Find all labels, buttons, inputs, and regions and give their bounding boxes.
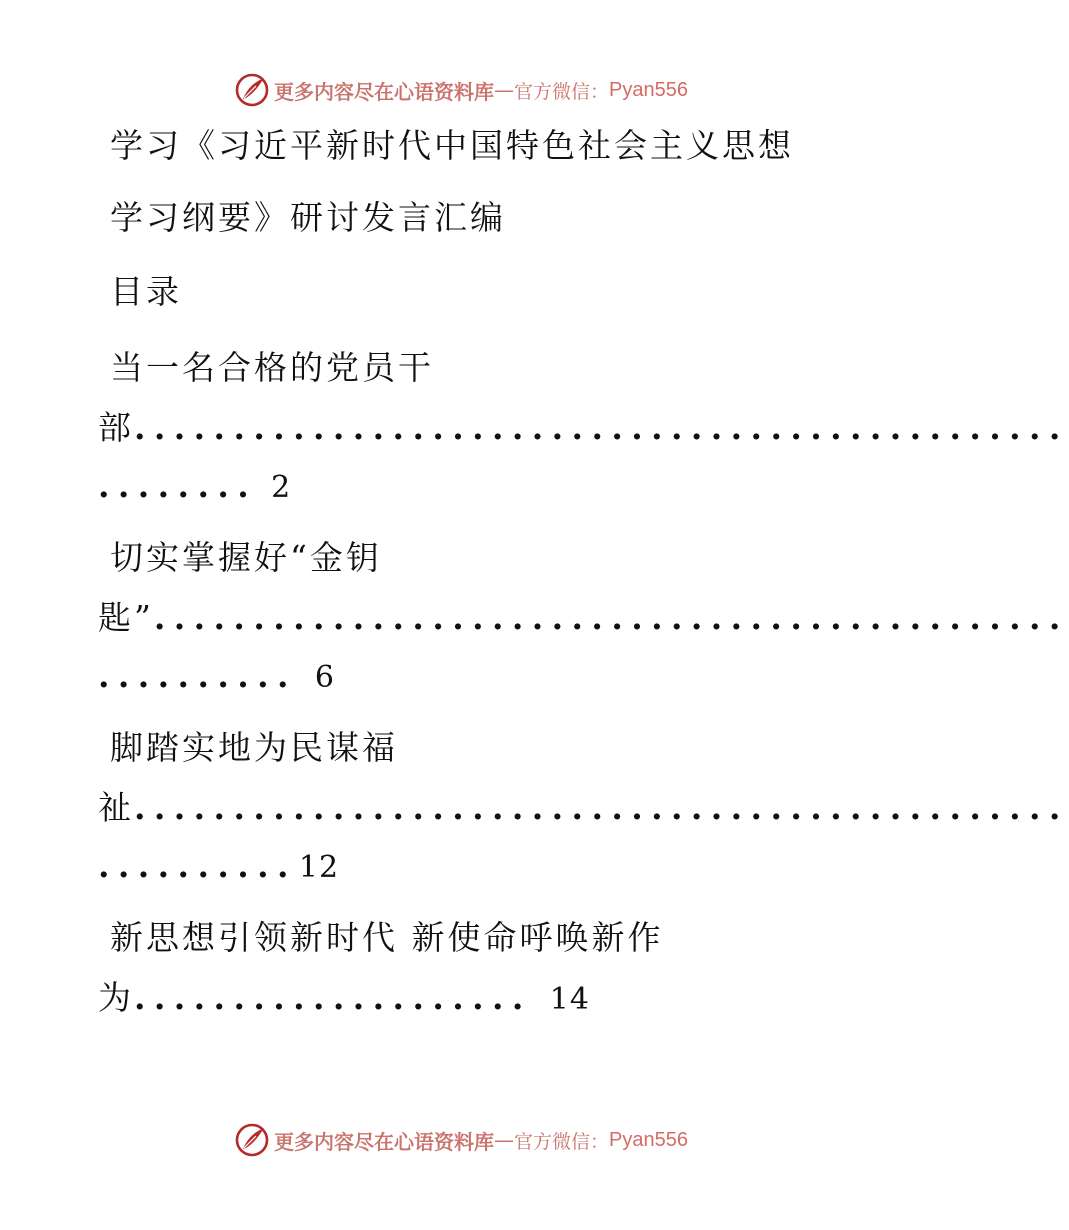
toc-entry-line bbox=[98, 656, 335, 698]
toc-leader-dots: ........ bbox=[98, 466, 258, 505]
banner-text: 更多内容尽在心语资料库 bbox=[274, 1129, 494, 1154]
toc-entry-line bbox=[98, 846, 339, 888]
toc-leader-dots: .................... bbox=[134, 978, 532, 1017]
document-title-line1: 学习《习近平新时代中国特色社会主义思想 bbox=[110, 126, 794, 165]
banner-dash: — bbox=[494, 1128, 514, 1152]
quill-logo-icon bbox=[234, 72, 270, 108]
toc-page-number: 2 bbox=[271, 470, 292, 505]
banner-wechat-label: 官方微信： bbox=[514, 80, 610, 103]
toc-entry-title: 新思想引领新时代 新使命呼唤新作 bbox=[110, 918, 664, 957]
toc-entry-title: 脚踏实地为民谋福 bbox=[110, 728, 398, 767]
toc-leader-dots: .............................................. bbox=[153, 598, 1069, 637]
banner-text: 更多内容尽在心语资料库 bbox=[274, 79, 494, 104]
toc-heading: 目录 bbox=[110, 272, 182, 311]
header-banner bbox=[234, 70, 688, 110]
toc-entry-line bbox=[98, 408, 1069, 448]
banner-wechat-id: Pyan556 bbox=[609, 78, 688, 101]
toc-entry-line bbox=[98, 788, 1069, 828]
footer-banner bbox=[234, 1120, 688, 1160]
toc-entry-title-end: 匙” bbox=[98, 598, 154, 637]
toc-leader-dots: .......... bbox=[98, 846, 297, 885]
toc-entry-title-end: 祉 bbox=[98, 788, 134, 827]
toc-entry-title-end: 部 bbox=[98, 408, 134, 447]
banner-wechat-id: Pyan556 bbox=[609, 1128, 688, 1151]
toc-entry-title: 切实掌握好“金钥 bbox=[110, 538, 382, 577]
toc-leader-dots: ............................................... bbox=[134, 788, 1069, 827]
toc-page-number: 14 bbox=[549, 982, 590, 1017]
toc-entry-line bbox=[98, 598, 1069, 638]
toc-leader-dots: ............................................... bbox=[134, 408, 1069, 447]
toc-entry-line bbox=[98, 978, 590, 1020]
toc-entry-title-end: 为 bbox=[98, 978, 134, 1017]
banner-dash: — bbox=[494, 78, 514, 102]
document-title-line2: 学习纲要》研讨发言汇编 bbox=[110, 198, 506, 237]
toc-leader-dots: .......... bbox=[98, 656, 297, 695]
quill-logo-icon bbox=[234, 1122, 270, 1158]
toc-page-number: 6 bbox=[314, 660, 335, 695]
toc-entry-title: 当一名合格的党员干 bbox=[110, 348, 434, 387]
banner-wechat-label: 官方微信： bbox=[514, 1130, 610, 1153]
toc-entry-line bbox=[98, 466, 291, 508]
toc-page-number: 12 bbox=[298, 850, 340, 885]
